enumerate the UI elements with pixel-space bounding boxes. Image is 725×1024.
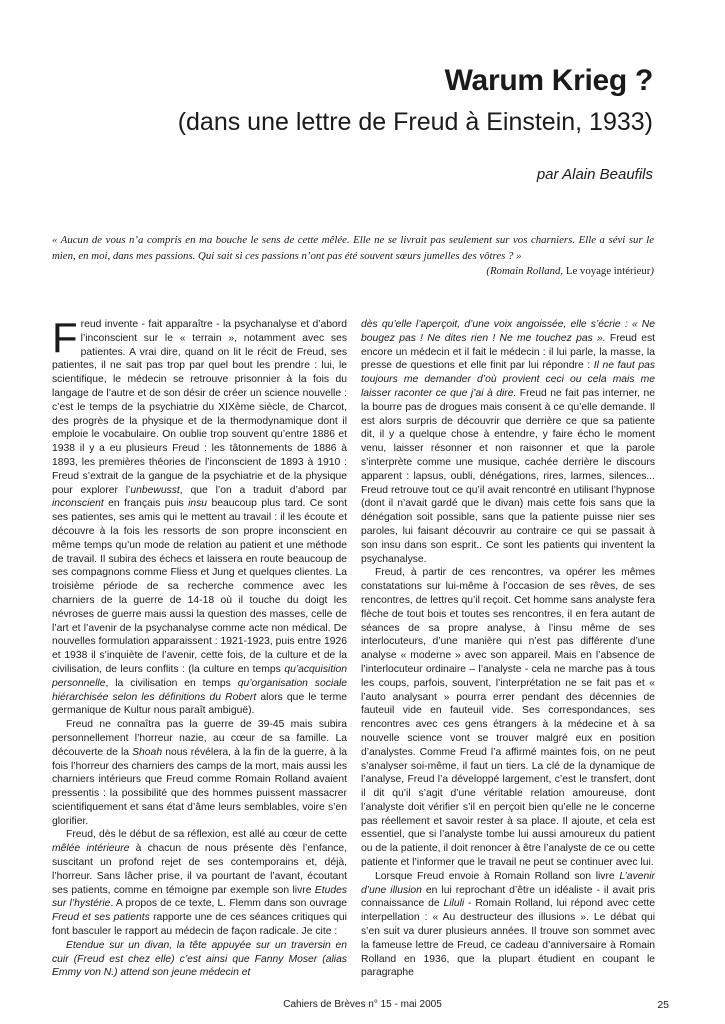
article-subtitle: (dans une lettre de Freud à Einstein, 1933) [177, 108, 653, 136]
paragraph-4-continued [361, 318, 655, 566]
paragraph-4-text-c: Freud ne fait pas interner, ne la bourre pas de drogues mais consent à ce qu’elle demande. Il est alors surpris de découvrir que derrière ce que sa patiente dit, il y a quelque chose à entendre, y faire écho le moment venu, laisser résonner et non raisonner et que la parole s’interprète comme une musique, cachée derrière le discours apparent : lapsus, oubli, dénégations, rires, larmes, silences... Freud retrouve tout ce qu’il avait rencontré en utilisant l’hypnose (dont il n’avait gardé que le divan) mais cette fois sans que la dénégation soit possible, sans que la patiente puisse nier ses paroles, lui faisant découvrir au contraire ce qui se passait à son insu dans son esprit.. Ce sont les patients qui inventent la psychanalyse. [361, 387, 655, 565]
paragraph-3-text-a: Freud, dès le début de sa réflexion, est allé au cœur de cette [66, 829, 347, 841]
paragraph-3-book-title-1: Etudes sur l’hystérie [52, 884, 347, 910]
epigraph-attribution [52, 264, 654, 280]
article-title: Warum Krieg ? [444, 64, 653, 97]
paragraph-4-text-a: Freud est encore un médecin et il fait le médecin : il lui parle, la masse, la presse de questions et elle finit par lui répondre : [361, 332, 655, 372]
paragraph-1-italic-h: qu’acquisition personnelle [52, 663, 347, 689]
epigraph-attribution-work: Le voyage intérieur [565, 265, 651, 277]
body-column-left [52, 314, 348, 980]
paragraph-6-text-e: - Romain Rolland, lui répond avec cette interpellation : « Au destructeur des illusions ». Le débat qui s’en suit va durer plusieurs années. Il trouve son sommet avec la fameuse lettre de Freud, ce cadeau d’anniversaire à Romain Rolland en 1936, que la plupart étudient en coupant le paragraphe [361, 898, 655, 979]
paragraph-6-book-title-1: L’avenir d’une illusion [361, 870, 655, 896]
paragraph-4-italic-b: Il ne faut pas toujours me demander d’où provient ceci ou cela mais me laisser raconter ce que j’ai à dire. [361, 360, 655, 399]
paragraph-3 [52, 828, 347, 938]
paragraph-6-book-title-2: Liluli [443, 898, 465, 910]
paragraph-1-text-a: reud invente - fait apparaître - la psychanalyse et d’abord l’inconscient sur le « terrain », notamment avec ses patientes. A vrai dire, quand on lit le récit de Freud, ses patientes, il ne sait pas trop par quel bout les prendre : lui, le scientifique, le médecin se retrouve prisonnier à la fois du langage de l’autre et de son désir de créer un science nouvelle : c’est le temps de la psychiatrie du XIXème siècle, de Charcot, des progrès de la physique et de la thermodynamique dont il emploie le vocabulaire. On oublie trop souvent qu’entre 1886 et 1938 il y a eu plusieurs Freud : les tâtonnements de 1886 à 1893, les premières théories de l’inconscient de 1893 à 1910 : Freud s’extrait de la gangue de la psychiatrie et de la physique pour explorer l’ [52, 319, 347, 496]
paragraph-3-text-e: . A propos de ce texte, L. Flemm dans son ouvrage [110, 898, 347, 910]
paragraph-3-book-title-2: Freud et ses patients [52, 912, 150, 924]
paragraph-3-text-g: rapporte une de ces séances critiques qui font basculer le rapport au médecin de façon radicale. Je cite : [52, 912, 347, 938]
paragraph-3-italic-b: mêlée intérieure [52, 843, 130, 855]
paragraph-4-quote-part-2: dès qu’elle l’aperçoit, d’une voix angoissée, elle s’écrie : « Ne bougez pas ! Ne dites rien ! Ne me touchez pas ». [361, 319, 655, 344]
paragraph-4-start [52, 939, 347, 980]
paragraph-2-text-a: Freud ne connaîtra pas la guerre de 39-45 mais subira personnellement l’horreur nazie, au cœur de sa famille. La découverte de la [52, 719, 347, 758]
article-author: par Alain Beaufils [536, 166, 653, 183]
epigraph [52, 233, 654, 280]
drop-cap: F [52, 314, 78, 361]
paragraph-6-text-c: en lui reprochant d’être un idéaliste - il avait pris connaissance de [361, 884, 655, 910]
paragraph-3-text-c: à chacun de nous présente dès l’enfance, suscitant un profond rejet de ses contemporains et, déjà, l’horreur. Sans lâcher prise, il va pourtant de l’avant, écoutant ses patients, comme en témoigne par exemple son livre [52, 843, 348, 896]
paragraph-1-term-inconscient: inconscient [52, 498, 104, 510]
paragraph-6 [361, 870, 655, 980]
paragraph-2-text-c: nous révélera, à la fin de la guerre, à la fois l’horreur des charniers des camps de la mort, mais aussi les charniers intérieurs que Freud comme Romain Rolland avaient pressentis : la possibilité que des hommes puissent massacrer scientifiquement et sans état d’âme leurs semblables, voire s’en glorifier. [52, 746, 347, 827]
paragraph-6-text-a: Lorsque Freud envoie à Romain Rolland son livre [375, 870, 620, 882]
paragraph-2-term-shoah: Shoah [132, 746, 163, 758]
paragraph-1-term-unbewusst: unbewusst [130, 484, 180, 496]
paragraph-1-term-insu: insu [188, 498, 208, 510]
paragraph-5: Freud, à partir de ces rencontres, va opérer les mêmes constatations sur lui-même à l’occasion de ses rêves, de ses rencontres, de lettres qu’il reçoit. Cet homme sans analyste fera flèche de tout bois et toutes ses rencontres, il en fera autant de séances de sa propre analyse, à l’insu même de ses interlocuteurs, d’une manière qui n’est pas différente d’une analyse « moderne » avec son appareil. Mais en l’absence de l’interlocuteur ordinaire – l’analyste - cela ne marche pas à tous les coups, parfois, souvent, l’interprétation ne se fait pas et « l’auto analysant » pourra errer pendant des décennies de fauteuil vide en fauteuil vide. Ses correspondances, ses rencontres avec ces gens étrangers à la médecine et à sa nouvelle science vont se trouver malgré eux en position d’analystes. Comme Freud l’a affirmé maintes fois, on ne peut s’analyser soi-même, il faut un tiers. La clé de la dynamique de l’analyse, Freud l’a développé largement, c’est le transfert, dont il dit qu’il s’agit d’une véritable relation amoureuse, dont l’analyste doit vérifier s’il en perçoit bien qu’elle ne le concerne pas réellement et savoir rester à sa place. Il ajoute, et cela est essentiel, que si l’analyste tombe lui aussi amoureux du patient ou de la patiente, il doit renoncer à être l’analyste de ce ou cette patiente et l’informer que le travail ne peut se continuer avec lui. [361, 567, 655, 869]
epigraph-attribution-author: (Romain Rolland, [486, 265, 564, 277]
page-number: 25 [657, 999, 669, 1011]
paragraph-1-text-k: alors que le terme germanique de Kultur nous paraît ambiguë). [52, 691, 347, 717]
body-column-right [361, 318, 655, 980]
paragraph-1-text-c: , que l’on a traduit d’abord par [179, 484, 347, 496]
paragraph-4-quote-part-1: Etendue sur un divan, la tête appuyée sur un traversin en cuir (Freud est chez elle) c’est ainsi que Fanny Moser (alias Emmy von N.) attend son jeune médecin et [52, 939, 347, 979]
epigraph-text: « Aucun de vous n’a compris en ma bouche le sens de cette mêlée. Elle ne se livrait pas seulement sur vos charniers. Elle a sévi sur le mien, en moi, dans mes passions. Qui sait si ces passions n’ont pas été souvent sœurs jumelles des vôtres ? » [52, 234, 654, 262]
paragraph-1-italic-j: qu’organisation sociale hiérarchisée selon les définitions du Robert [52, 677, 347, 703]
paragraph-1-text-i: , la civilisation en temps [105, 677, 238, 689]
paragraph-1-text-g: beaucoup plus tard. Ce sont ses patientes, ses amis qui le mettent au travail : il les écoute et découvre à la fois les ressorts de son propre inconscient en même temps qu’un mode de relation au patient et une méthode de travail. Il subira des échecs et laissera en route beaucoup de ses compagnons comme Fliess et Jung et quelques clientes. La troisième période de sa recherche commence avec les charniers de la guerre de 14-18 où il touche du doigt les névroses de guerre mais aussi la question des masses, celle de l’art et l’avenir de la psychanalyse comme acte non médical. De nouvelles formulation apparaissent : 1921-1923, puis entre 1926 et 1938 il s’inquiète de l’avenir, cette fois, de la culture et de la civilisation, de leurs conflits : (la culture en temps [52, 498, 347, 675]
paragraph-1-text-e: en français puis [103, 498, 189, 510]
epigraph-attribution-close: ) [650, 265, 654, 277]
paragraph-2 [52, 718, 347, 828]
paragraph-1 [52, 314, 347, 718]
journal-issue: Cahiers de Brèves n° 15 - mai 2005 [283, 999, 442, 1010]
